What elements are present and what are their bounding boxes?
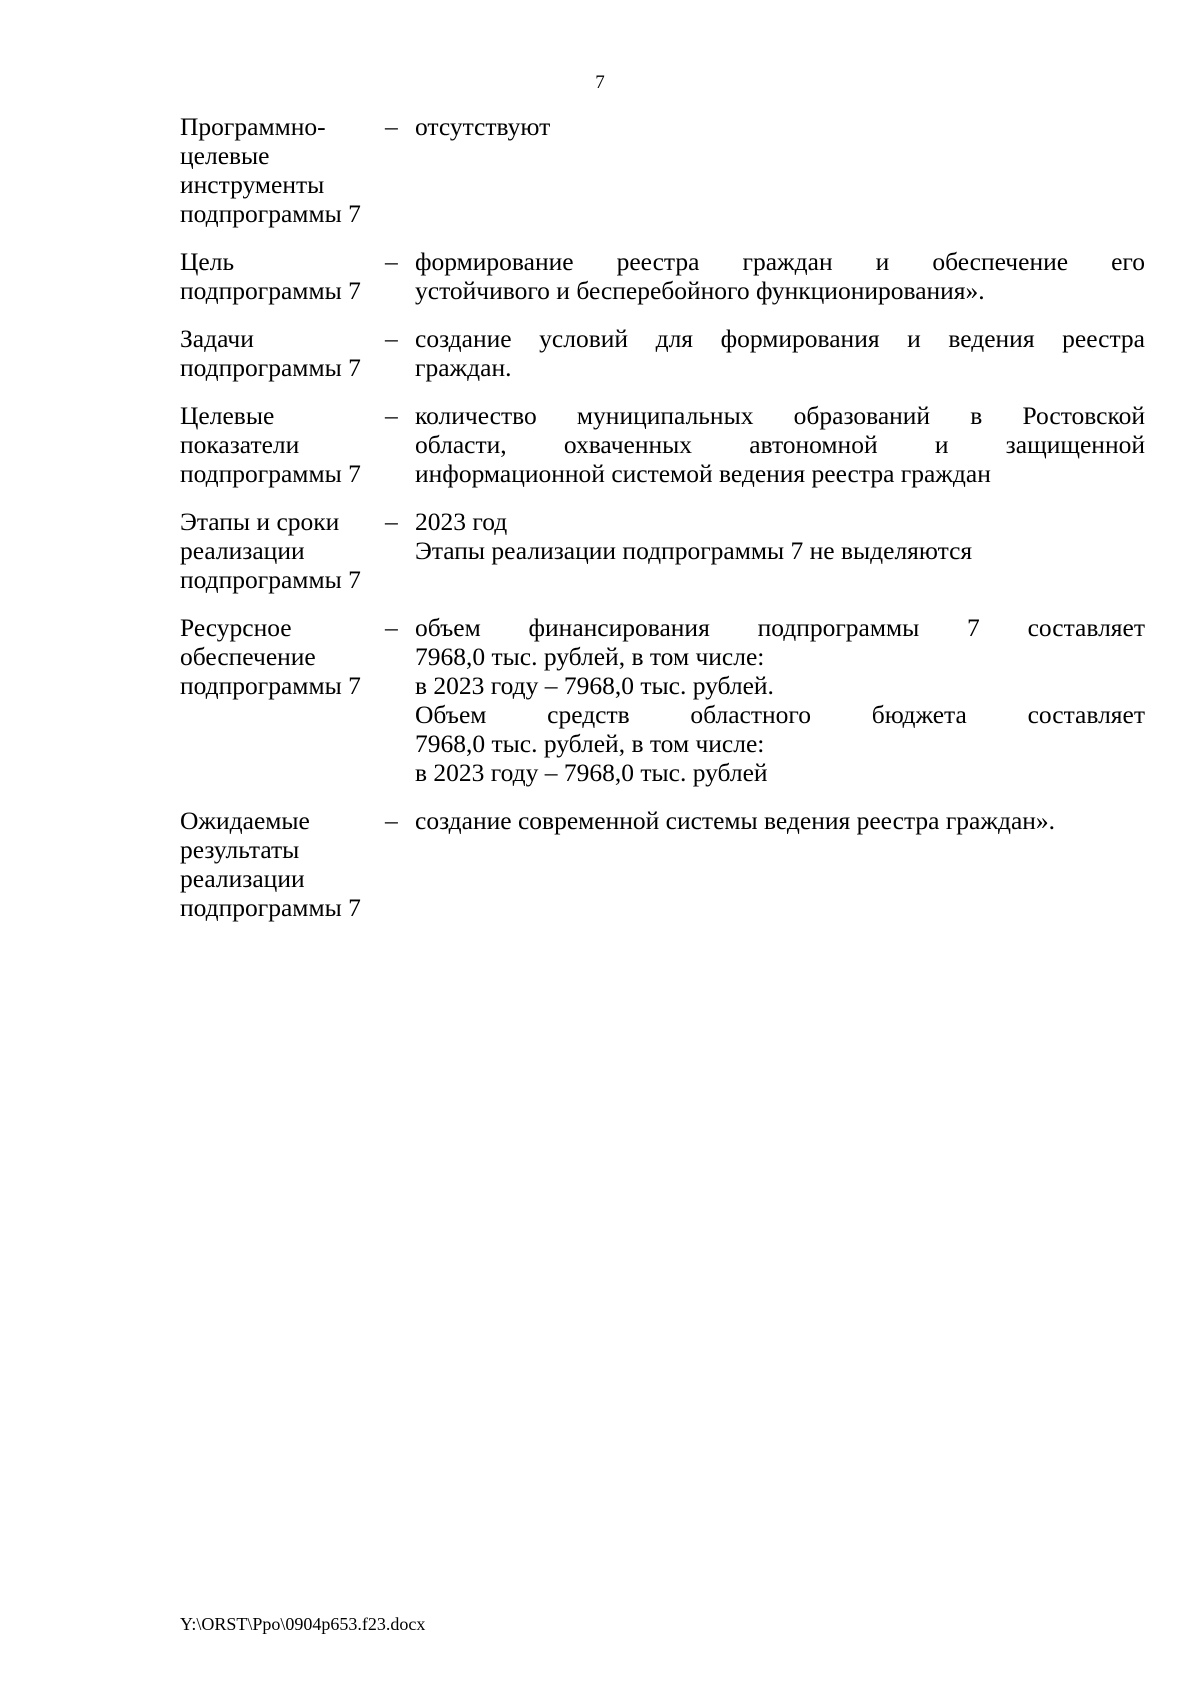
row-label: Программно- целевые инструменты подпрограммы 7 — [180, 112, 361, 228]
row-label: Целевые показатели подпрограммы 7 — [180, 401, 361, 488]
row-text-line: информационной системой ведения реестра граждан — [415, 459, 991, 488]
row-text-line: 2023 год — [415, 507, 508, 536]
row-text-line: формирование реестра граждан и обеспечение его — [415, 247, 1145, 276]
row-label: Этапы и сроки реализации подпрограммы 7 — [180, 507, 361, 594]
subprogram-passport — [180, 112, 1145, 922]
row-text — [415, 324, 1145, 382]
row-text — [415, 507, 1145, 565]
row-text — [415, 112, 1145, 141]
passport-row-resources — [180, 613, 1145, 787]
passport-row-stages — [180, 507, 1145, 594]
row-text-line: количество муниципальных образований в Ростовской — [415, 401, 1145, 430]
row-label: Цель подпрограммы 7 — [180, 247, 361, 305]
passport-row-indicators — [180, 401, 1145, 488]
row-text-line: отсутствуют — [415, 112, 551, 141]
row-text — [415, 401, 1145, 488]
row-text-line: создание современной системы ведения реестра граждан». — [415, 806, 1056, 835]
row-text-line: 7968,0 тыс. рублей, в том числе: — [415, 729, 765, 758]
row-text — [415, 613, 1145, 787]
row-text-line: создание условий для формирования и ведения реестра — [415, 324, 1145, 353]
passport-row-instruments — [180, 112, 1145, 228]
passport-row-results — [180, 806, 1145, 922]
row-text — [415, 806, 1145, 835]
row-dash: – — [385, 401, 398, 430]
row-text-line: Этапы реализации подпрограммы 7 не выделяются — [415, 536, 973, 565]
row-dash: – — [385, 507, 398, 536]
row-text-line: 7968,0 тыс. рублей, в том числе: — [415, 642, 765, 671]
row-text-line: в 2023 году – 7968,0 тыс. рублей — [415, 758, 768, 787]
row-dash: – — [385, 247, 398, 276]
row-text-line: объем финансирования подпрограммы 7 составляет — [415, 613, 1145, 642]
row-label: Ресурсное обеспечение подпрограммы 7 — [180, 613, 361, 700]
row-text — [415, 247, 1145, 305]
passport-row-tasks — [180, 324, 1145, 382]
passport-row-goal — [180, 247, 1145, 305]
row-text-line: граждан. — [415, 353, 512, 382]
row-text-line: в 2023 году – 7968,0 тыс. рублей. — [415, 671, 774, 700]
row-text-line: Объем средств областного бюджета составляет — [415, 700, 1145, 729]
row-dash: – — [385, 324, 398, 353]
file-path-footer: Y:\ORST\Ppo\0904p653.f23.docx — [180, 1614, 426, 1634]
row-text-line: устойчивого и бесперебойного функционирования». — [415, 276, 985, 305]
row-label: Ожидаемые результаты реализации подпрограммы 7 — [180, 806, 361, 922]
page-number: 7 — [595, 72, 605, 93]
row-dash: – — [385, 613, 398, 642]
row-dash: – — [385, 112, 398, 141]
row-label: Задачи подпрограммы 7 — [180, 324, 361, 382]
row-dash: – — [385, 806, 398, 835]
row-text-line: области, охваченных автономной и защищенной — [415, 430, 1145, 459]
